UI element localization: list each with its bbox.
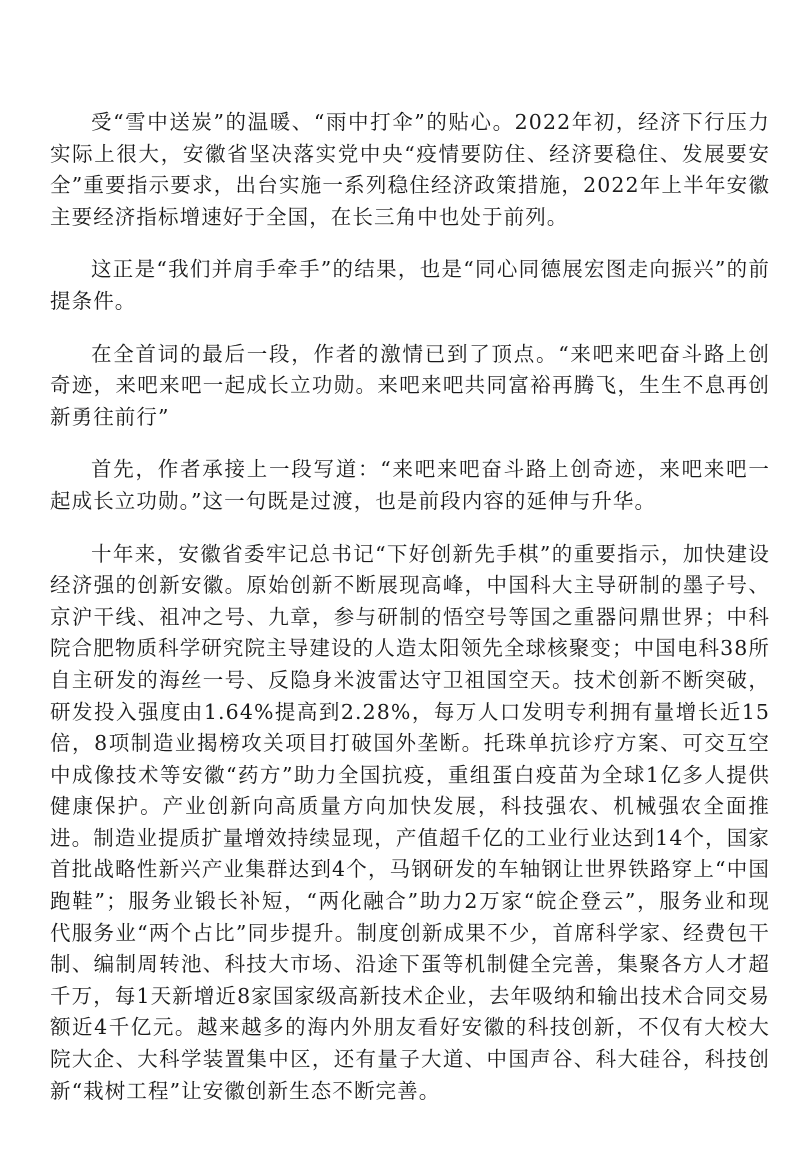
paragraph-4: 首先，作者承接上一段写道：“来吧来吧奋斗路上创奇迹，来吧来吧一起成长立功勋。”这一句既是过渡，也是前段内容的延伸与升华。 [50, 457, 770, 513]
paragraph-2: 这正是“我们并肩手牵手”的结果，也是“同心同德展宏图走向振兴”的前提条件。 [50, 257, 770, 313]
document-page [50, 107, 770, 1107]
paragraph-1: 受“雪中送炭”的温暖、“雨中打伞”的贴心。2022年初，经济下行压力实际上很大，安徽省坚决落实党中央“疫情要防住、经济要稳住、发展要安全”重要指示要求，出台实施一系列稳住经济政策措施，2022年上半年安徽主要经济指标增速好于全国，在长三角中也处于前列。 [50, 110, 770, 229]
paragraph-3: 在全首词的最后一段，作者的激情已到了顶点。“来吧来吧奋斗路上创奇迹，来吧来吧一起成长立功勋。来吧来吧共同富裕再腾飞，生生不息再创新勇往前行” [50, 341, 770, 429]
paragraph-5: 十年来，安徽省委牢记总书记“下好创新先手棋”的重要指示，加快建设经济强的创新安徽。原始创新不断展现高峰，中国科大主导研制的墨子号、京沪干线、祖冲之号、九章，参与研制的悟空号等国之重器问鼎世界；中科院合肥物质科学研究院主导建设的人造太阳领先全球核聚变；中国电科38所自主研发的海丝一号、反隐身米波雷达守卫祖国空天。技术创新不断突破，研发投入强度由1.64%提高到2.28%，每万人口发明专利拥有量增长近15倍，8项制造业揭榜攻关项目打破国外垄断。托珠单抗诊疗方案、可交互空中成像技术等安徽“药方”助力全国抗疫，重组蛋白疫苗为全球1亿多人提供健康保护。产业创新向高质量方向加快发展，科技强农、机械强农全面推进。制造业提质扩量增效持续显现，产值超千亿的工业行业达到14个，国家首批战略性新兴产业集群达到4个，马钢研发的车轴钢让世界铁路穿上“中国跑鞋”；服务业锻长补短，“两化融合”助力2万家“皖企登云”，服务业和现代服务业“两个占比”同步提升。制度创新成果不少，首席科学家、经费包干制、编制周转池、科技大市场、沿途下蛋等机制健全完善，集聚各方人才超千万，每1天新增近8家国家级高新技术企业，去年吸纳和输出技术合同交易额近4千亿元。越来越多的海内外朋友看好安徽的科技创新，不仅有大校大院大企、大科学装置集中区，还有量子大道、中国声谷、科大硅谷，科技创新“栽树工程”让安徽创新生态不断完善。 [50, 541, 770, 1103]
